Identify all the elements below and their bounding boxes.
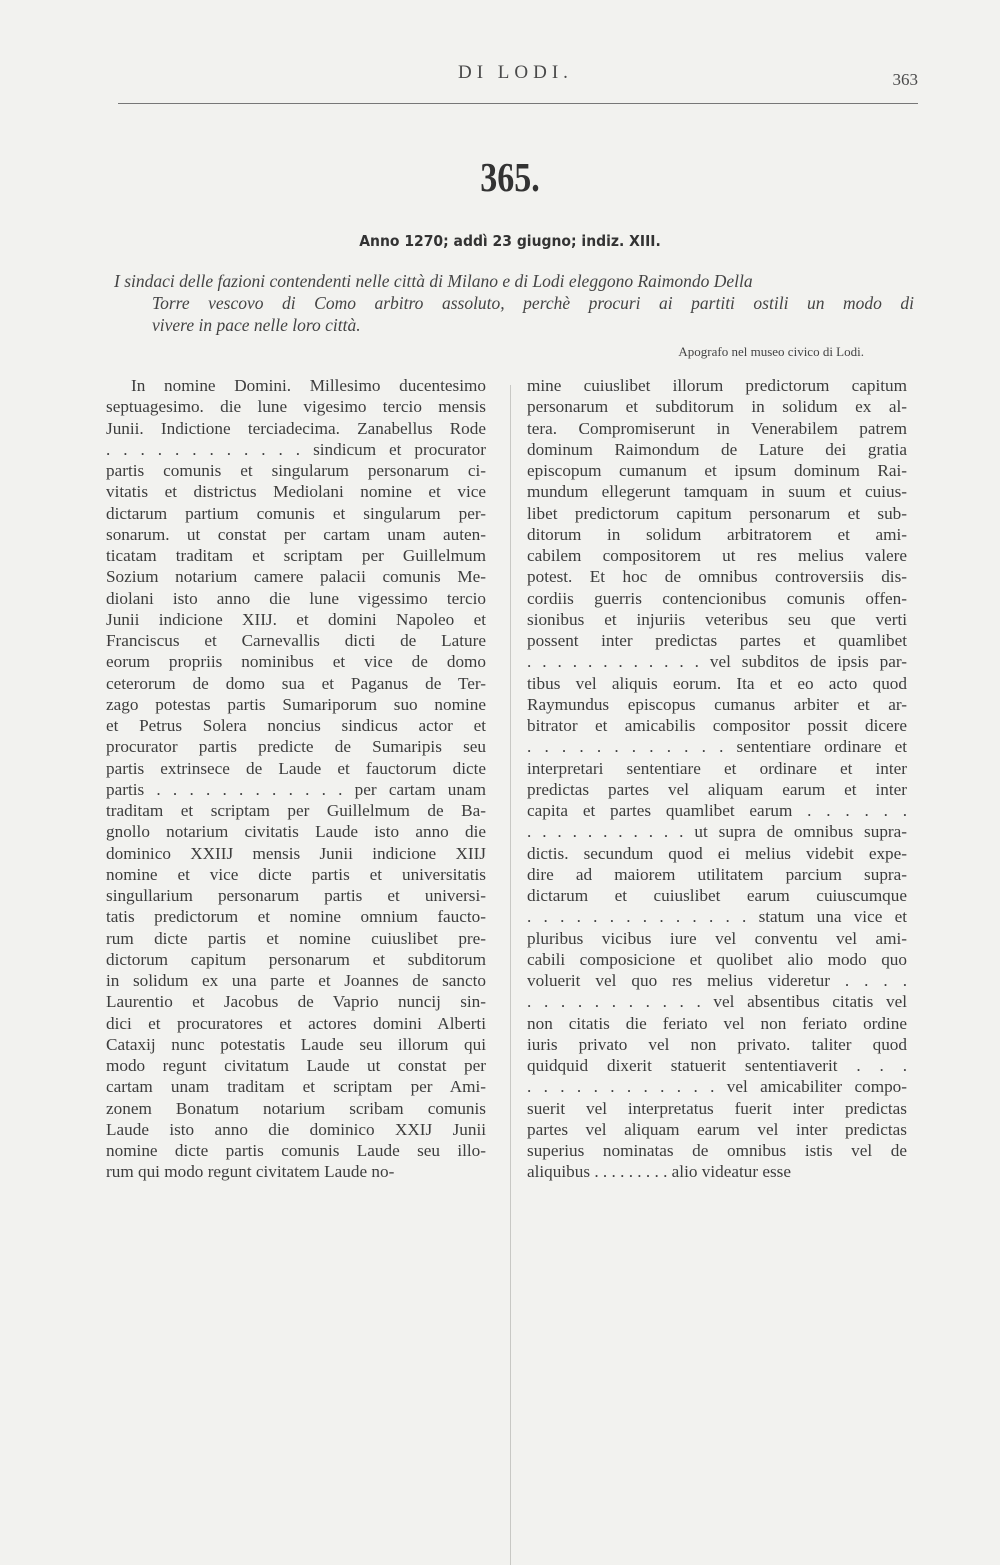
text-line: tibus vel aliquis eorum. Ita et eo acto quod	[527, 673, 907, 693]
summary-line: Torre vescovo di Como arbitro assoluto, perchè procuri ai partiti ostili un modo di	[152, 293, 914, 313]
text-line: dictis. secundum quod ei melius videbit expe-	[527, 843, 907, 863]
text-line: possent inter predictas partes et quamlibet	[527, 631, 907, 650]
text-line: quidquid dixerit statuerit sententiaverit . . .	[527, 1056, 907, 1075]
left-column	[106, 375, 486, 1183]
text-line: sionibus et injuriis veteribus seu que verti	[527, 609, 907, 629]
text-line: dictarum partium comunis et singularum per-	[106, 503, 486, 523]
text-line: non citatis die feriato vel non feriato ordine	[527, 1013, 907, 1033]
text-line: aliquibus . . . . . . . . . alio videatur esse	[527, 1162, 791, 1182]
text-line: voluerit vel quo res melius videretur . . . .	[527, 971, 907, 990]
text-line: sonarum. ut constat per cartam unam auten-	[106, 524, 486, 544]
text-line: episcopum cumanum et ipsum dominum Rai-	[527, 461, 907, 480]
text-line: singullarium personarum partis et universi-	[106, 886, 486, 905]
text-line: procurator partis predicte de Sumaripis seu	[106, 737, 486, 757]
text-line: partes vel aliquam earum vel inter predictas	[527, 1119, 907, 1139]
running-title: DI LODI.	[458, 62, 573, 83]
text-line: pluribus vicibus iure vel conventu vel ami-	[527, 928, 907, 948]
text-line: . . . . . . . . . . . . . . statum una vice et	[527, 907, 907, 927]
text-line: modo regunt civitatum Laude ut constat per	[106, 1056, 486, 1075]
text-line: Laude isto anno die dominico XXIJ Junii	[106, 1119, 486, 1139]
text-line: Raymundus episcopus cumanus arbiter et ar-	[527, 694, 907, 714]
text-line: rum dicte partis et nomine cuiuslibet pre-	[106, 928, 486, 948]
text-line: mundum ellegerunt tamquam in suum et cuius-	[527, 482, 907, 502]
text-line: cabilem compositorem ut res melius valere	[527, 546, 907, 565]
text-line: Sozium notarium camere palacii comunis Me-	[106, 567, 486, 587]
text-line: eorum propriis nominibus et vice de domo	[106, 652, 486, 672]
text-line: vitatis et districtus Mediolani nomine et vice	[106, 482, 486, 502]
text-line: . . . . . . . . . . . vel absentibus citatis vel	[527, 992, 907, 1012]
text-line: . . . . . . . . . . . . vel subditos de ipsis par-	[527, 652, 907, 672]
text-line: cartam unam traditam et scriptam per Ami-	[106, 1077, 486, 1097]
text-line: In nomine Domini. Millesimo ducentesimo	[131, 376, 486, 395]
page-number: 363	[892, 70, 918, 89]
text-line: cordiis guerris contencionibus comunis offen-	[527, 588, 907, 608]
text-line: tera. Compromiserunt in Venerabilem patrem	[527, 418, 907, 438]
text-line: suerit vel interpretatus fuerit inter predictas	[527, 1098, 907, 1118]
text-line: nomine et vice dicte partis et universitatis	[106, 864, 486, 884]
text-line: dici et procuratores et actores domini Alberti	[106, 1013, 486, 1033]
text-line: dire ad maiorem utilitatem parcium supra-	[527, 864, 907, 884]
text-line: potest. Et hoc de omnibus controversiis dis-	[527, 567, 907, 587]
text-line: ceterorum de domo sua et Paganus de Ter-	[106, 673, 486, 693]
text-line: . . . . . . . . . . . . sententiare ordinare et	[527, 737, 907, 757]
text-line: superius nominatas de omnibus istis vel de	[527, 1141, 907, 1160]
text-line: Junii. Indictione terciadecima. Zanabellus Rode	[106, 418, 486, 438]
text-line: mine cuiuslibet illorum predictorum capitum	[527, 376, 907, 395]
text-line: dictarum et cuiuslibet earum cuiuscumque	[527, 886, 907, 905]
text-line: . . . . . . . . . . . ut supra de omnibus supra-	[527, 822, 907, 842]
source-note: Apografo nel museo civico di Lodi.	[678, 344, 864, 359]
text-line: iuris privato vel non privato. taliter quod	[527, 1034, 907, 1054]
text-line: Cataxij nunc potestatis Laude seu illorum qui	[106, 1034, 486, 1054]
text-line: traditam et scriptam per Guillelmum de Ba-	[106, 801, 486, 820]
text-line: et Petrus Solera noncius sindicus actor et	[106, 716, 486, 735]
text-line: rum qui modo regunt civitatem Laude no-	[106, 1162, 395, 1182]
text-line: partis extrinsece de Laude et fauctorum dicte	[106, 758, 486, 778]
text-line: partis . . . . . . . . . . . . per cartam unam	[106, 779, 486, 799]
text-line: Laurentio et Jacobus de Vaprio nuncij sin-	[106, 992, 486, 1012]
header-rule	[118, 103, 918, 104]
text-line: Junii indicione XIIJ. et domini Napoleo et	[106, 609, 486, 629]
text-line: diolani isto anno die lune vigessimo tercio	[106, 588, 486, 608]
running-head	[118, 62, 918, 92]
text-line: dominico XXIIJ mensis Junii indicione XIIJ	[106, 843, 486, 863]
text-line: Franciscus et Carnevallis dicti de Lature	[106, 631, 486, 650]
summary-line: I sindaci delle fazioni contendenti nelle città di Milano e di Lodi eleggono Raimondo Della	[114, 271, 753, 291]
text-line: dictorum capitum personarum et subditorum	[106, 949, 486, 969]
text-line: septuagesimo. die lune vigesimo tercio mensis	[106, 397, 486, 417]
text-line: . . . . . . . . . . . . sindicum et procurator	[106, 439, 486, 459]
text-line: capita et partes quamlibet earum . . . . . .	[527, 801, 907, 820]
text-line: dominum Raimondum de Lature dei gratia	[527, 439, 907, 459]
date-line: Anno 1270; addì 23 giugno; indiz. XIII.	[359, 232, 661, 250]
text-line: personarum et subditorum in solidum ex al-	[527, 397, 907, 417]
text-line: gnollo notarium civitatis Laude isto anno die	[106, 822, 486, 842]
text-line: in solidum ex una parte et Joannes de sancto	[106, 971, 486, 990]
column-divider	[510, 385, 511, 1565]
text-line: zago potestas partis Sumariporum suo nomine	[106, 694, 486, 714]
text-line: cabili composicione et quolibet alio modo quo	[527, 949, 907, 969]
text-line: nomine dicte partis comunis Laude seu illo-	[106, 1141, 486, 1160]
text-line: tatis predictorum et nomine omnium faucto-	[106, 907, 486, 927]
text-line: interpretari sententiare et ordinare et inter	[527, 758, 907, 778]
text-line: libet predictorum capitum personarum et sub-	[527, 503, 907, 523]
text-line: zonem Bonatum notarium scribam comunis	[106, 1098, 486, 1118]
text-line: partis comunis et singularum personarum ci-	[106, 461, 486, 480]
document-number: 365.	[480, 156, 540, 201]
document-summary	[114, 270, 914, 336]
text-line: . . . . . . . . . . . . vel amicabiliter compo-	[527, 1077, 907, 1097]
right-column	[527, 375, 907, 1183]
text-line: ditorum in solidum arbitratorem et ami-	[527, 524, 907, 544]
summary-line: vivere in pace nelle loro città.	[152, 315, 361, 335]
text-line: predictas partes vel aliquam earum et inter	[527, 779, 907, 799]
text-line: ticatam traditam et scriptam per Guillelmum	[106, 546, 486, 565]
text-line: bitrator et amicabilis compositor possit dicere	[527, 716, 907, 735]
